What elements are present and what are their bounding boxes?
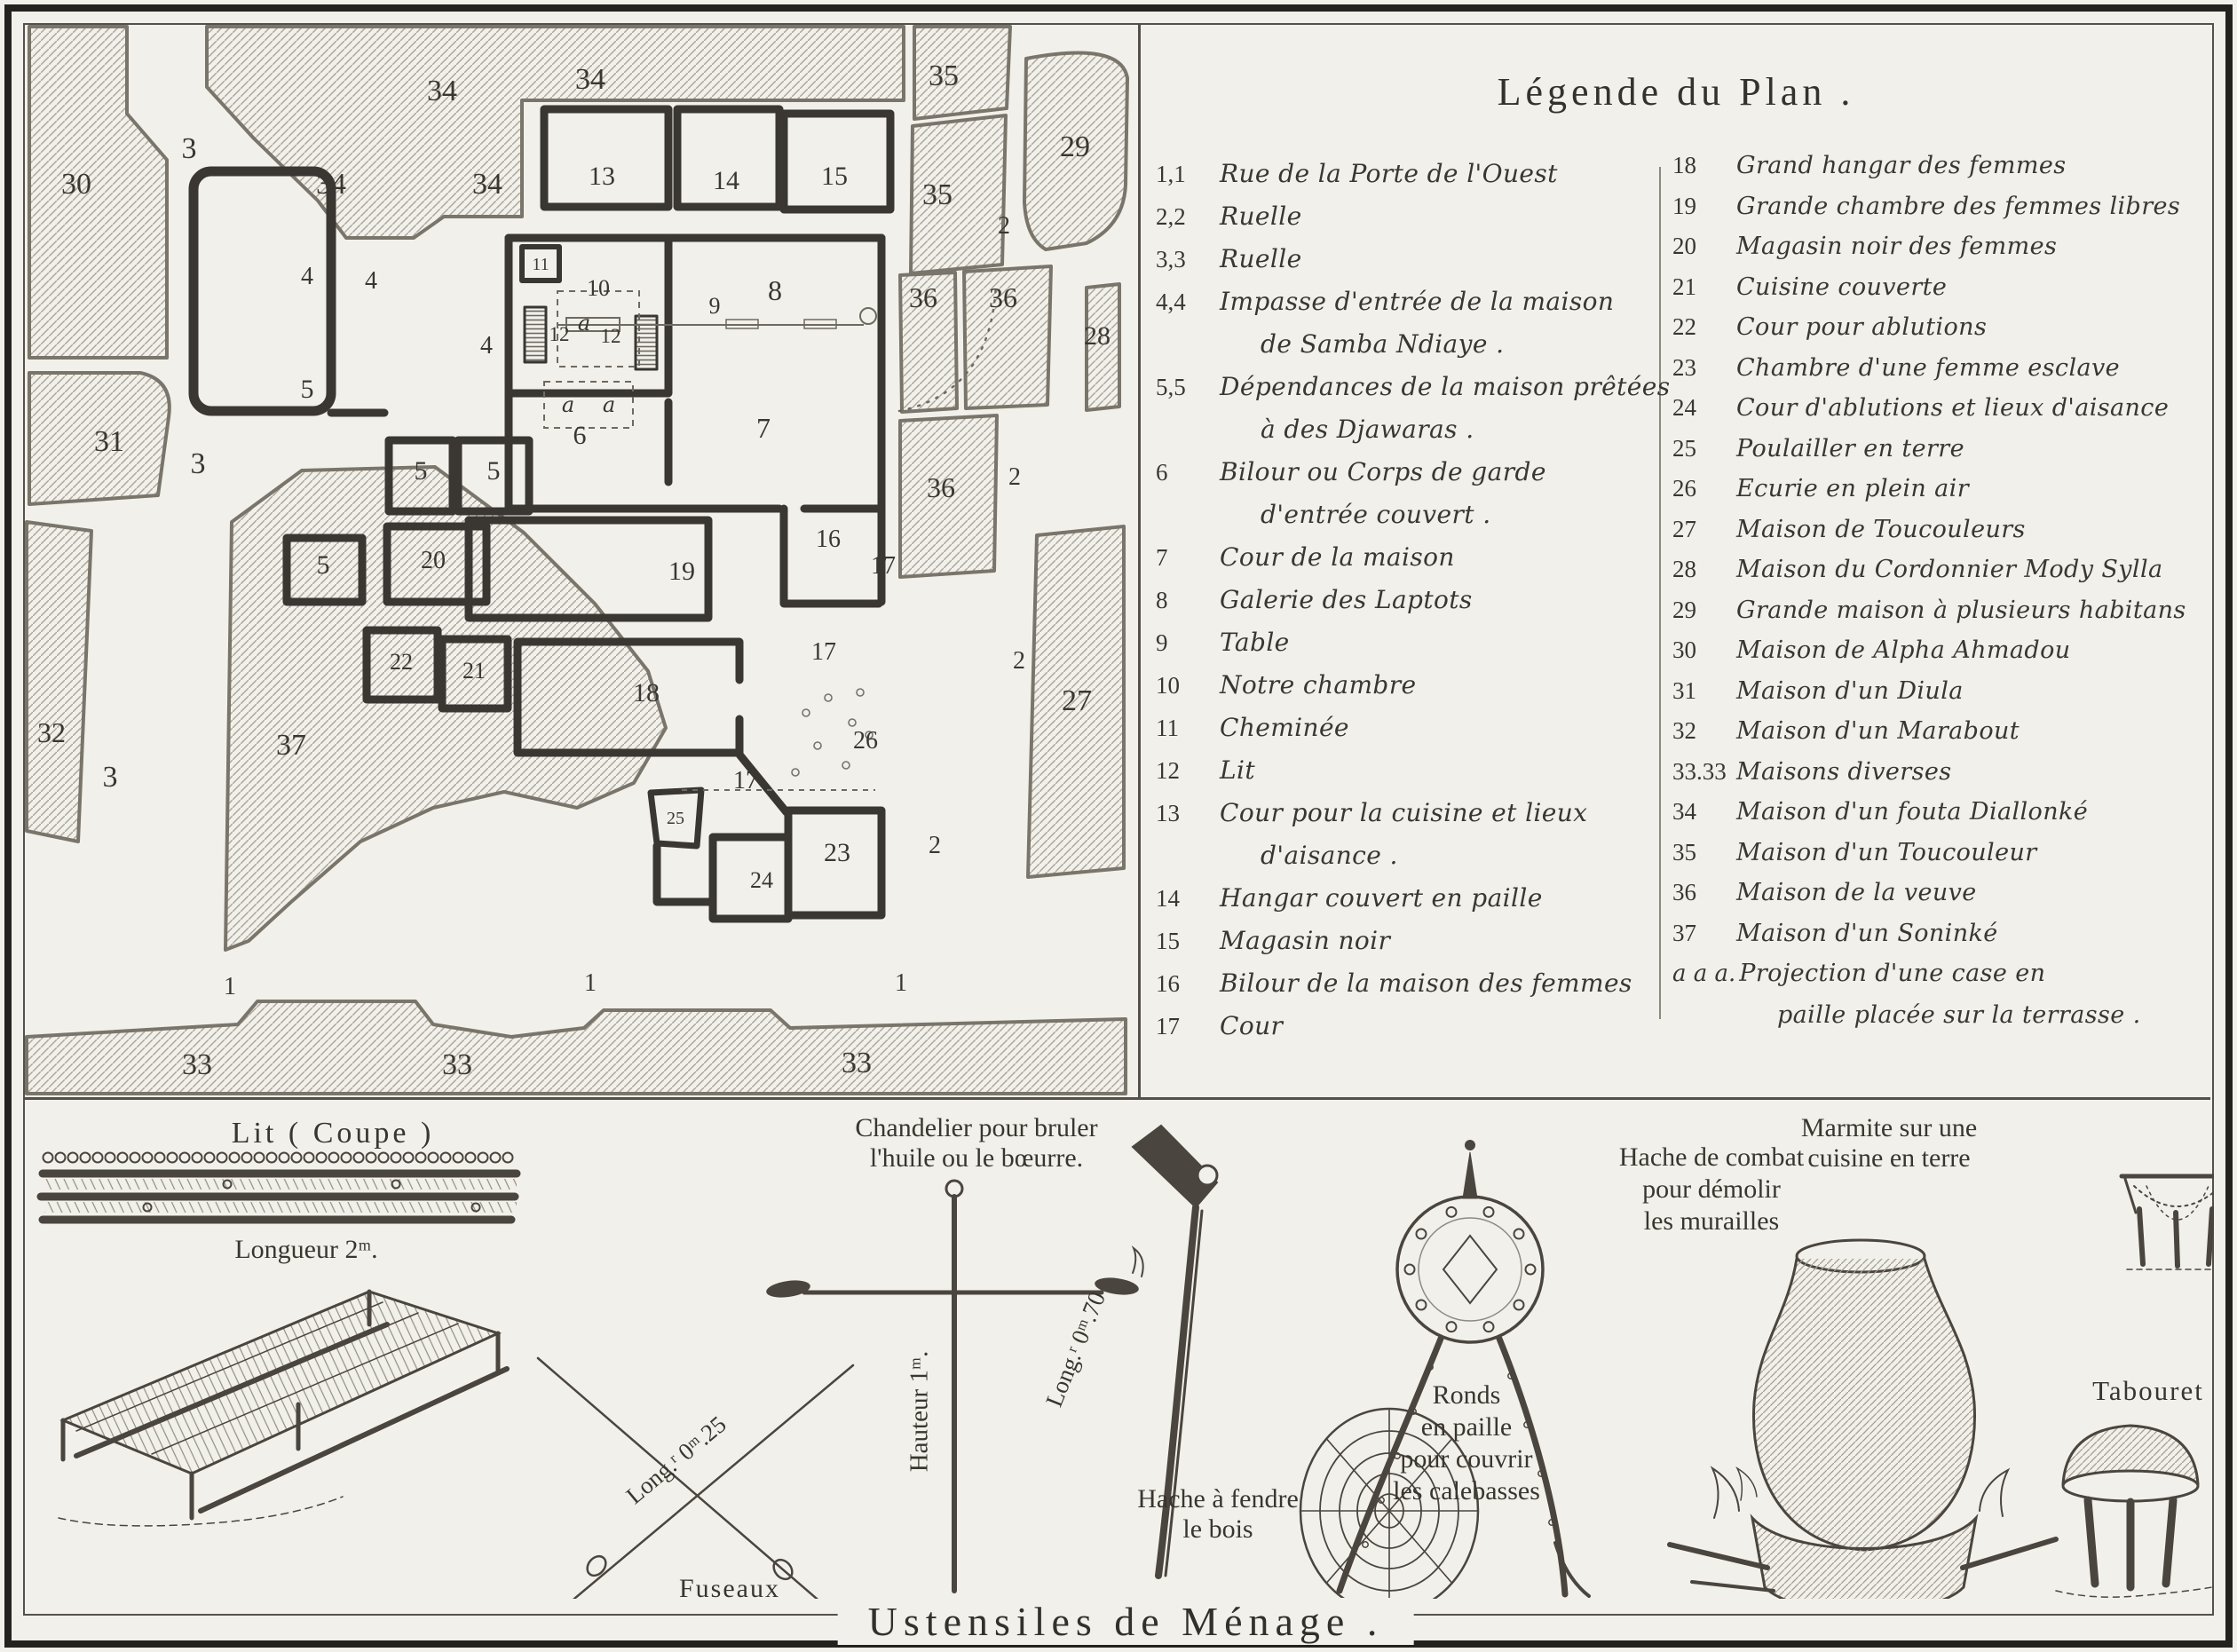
legend-entry-text: Maison d'un Diula bbox=[1736, 676, 1964, 705]
legend-entry bbox=[1156, 366, 1671, 408]
legend-entry-number: 36 bbox=[1672, 879, 1696, 905]
utensil-caption-marmite bbox=[1801, 1113, 1977, 1174]
plan-number: 17 bbox=[733, 767, 758, 794]
legend-entry bbox=[1672, 752, 2209, 793]
plan-number: 37 bbox=[276, 729, 306, 762]
legend-entry bbox=[1672, 873, 2209, 913]
plan-number: 17 bbox=[871, 552, 896, 580]
legend-entry bbox=[1672, 469, 2209, 510]
plan-number: 36 bbox=[927, 471, 955, 503]
legend-entry-number: 13 bbox=[1156, 800, 1180, 826]
legend-entry bbox=[1672, 833, 2209, 873]
plan-number: 28 bbox=[1084, 321, 1111, 351]
caption-line: pour démolir bbox=[1642, 1174, 1781, 1204]
legend-entry-number: 24 bbox=[1672, 394, 1696, 421]
legend-entry-text: Cuisine couverte bbox=[1736, 273, 1948, 301]
caption-line: Tabouret bbox=[2092, 1375, 2204, 1406]
legend-entry-number: 5,5 bbox=[1156, 374, 1186, 400]
legend-column-right bbox=[1672, 146, 2209, 1035]
plan-number: 2 bbox=[1008, 463, 1021, 491]
legend-entry-number: 31 bbox=[1672, 676, 1696, 704]
plan-number: a bbox=[561, 392, 575, 417]
legend-entry bbox=[1672, 953, 2209, 995]
legend-entry bbox=[1156, 877, 1658, 920]
legend-entry-text: Ecurie en plein air bbox=[1736, 475, 1970, 502]
legend-entry bbox=[1672, 510, 2209, 550]
legend-entry-number: 18 bbox=[1672, 152, 1696, 178]
legend-entry-text: Table bbox=[1220, 628, 1290, 657]
plan-number: 12 bbox=[549, 323, 570, 345]
legend-entry bbox=[1672, 307, 2209, 348]
legend-entry-text: Maison d'un Marabout bbox=[1736, 717, 2020, 745]
legend-entry-text: Notre chambre bbox=[1220, 670, 1417, 700]
legend-column-left bbox=[1156, 153, 1671, 1047]
utensil-caption-ronds bbox=[1393, 1379, 1540, 1507]
plan-number: 1 bbox=[224, 973, 236, 1000]
legend-entry-number: 34 bbox=[1672, 798, 1696, 825]
bed-perspective-sketch bbox=[59, 1292, 507, 1526]
legend-entry-text: Maison de Alpha Ahmadou bbox=[1736, 636, 2071, 664]
plan-number: 34 bbox=[575, 63, 605, 96]
plan-number: 35 bbox=[929, 59, 959, 92]
legend-entry-number: a a a. bbox=[1672, 960, 1736, 987]
caption-line: en paille bbox=[1420, 1412, 1513, 1442]
plan-number: 6 bbox=[573, 421, 587, 450]
legend-entry bbox=[1672, 388, 2209, 429]
legend-entry-text: Maison d'un Toucouleur bbox=[1736, 838, 2037, 866]
plan-number: 32 bbox=[37, 716, 66, 748]
plan-number: a bbox=[602, 392, 616, 417]
village-plan-drawing bbox=[25, 25, 1136, 1097]
caption-line: Lit ( Coupe ) bbox=[231, 1117, 435, 1150]
legend-entry-number: 33.33 bbox=[1672, 757, 1727, 785]
legend-entry bbox=[1156, 664, 1658, 707]
plan-number: 23 bbox=[824, 838, 850, 867]
legend-entry-number: 25 bbox=[1672, 434, 1696, 462]
caption-line: Ronds bbox=[1432, 1380, 1501, 1410]
legend-entry-number: 12 bbox=[1156, 757, 1180, 784]
legend-entry bbox=[1156, 792, 1658, 834]
plan-number: 2 bbox=[929, 832, 941, 859]
legend-entry-text: Cour de la maison bbox=[1220, 542, 1455, 572]
plan-number: 1 bbox=[584, 969, 597, 997]
legend-entry bbox=[1672, 590, 2209, 631]
plan-number: 5 bbox=[316, 550, 330, 580]
chandelier-sketch bbox=[765, 1181, 1143, 1591]
legend-entry bbox=[1672, 913, 2209, 954]
legend-entry-number: 26 bbox=[1672, 475, 1696, 502]
caption-line: Marmite sur une bbox=[1800, 1113, 1978, 1142]
legend-entry bbox=[1156, 1005, 1658, 1047]
legend-entry bbox=[1156, 153, 1658, 195]
legend-entry-continuation bbox=[1261, 323, 1658, 366]
plan-number: 24 bbox=[750, 867, 773, 893]
legend-entry-text: Maison de Toucouleurs bbox=[1736, 515, 2026, 543]
legend-entry-text: Dépendances de la maison prêtées bbox=[1220, 372, 1671, 401]
plan-number: 21 bbox=[462, 658, 486, 684]
plan-number: 8 bbox=[768, 274, 782, 306]
legend-entry bbox=[1156, 579, 1658, 621]
plan-number: 4 bbox=[301, 263, 313, 290]
plan-number: 29 bbox=[1060, 130, 1090, 163]
legend-entry-text: Magasin noir bbox=[1220, 926, 1391, 955]
legend-entry-text: Maison de la veuve bbox=[1736, 879, 1977, 906]
legend-entry-text: de Samba Ndiaye . bbox=[1261, 329, 1505, 359]
plan-number: 18 bbox=[633, 678, 660, 707]
utensil-caption-fuseaux bbox=[679, 1574, 780, 1604]
plate-title: Ustensiles de Ménage . bbox=[838, 1598, 1414, 1645]
legend-entry-text: Magasin noir des femmes bbox=[1736, 233, 2058, 260]
caption-line: Chandelier pour bruler bbox=[855, 1113, 1098, 1142]
legend-entry bbox=[1156, 238, 1658, 281]
legend-entry-number: 15 bbox=[1156, 928, 1180, 954]
combat-axe-sketch bbox=[1340, 1140, 1589, 1596]
legend-entry-number: 27 bbox=[1672, 515, 1696, 542]
plan-number: 14 bbox=[713, 166, 739, 195]
legend-entry-text: Hangar couvert en paille bbox=[1220, 883, 1543, 913]
legend-entry-text: Cour pour ablutions bbox=[1736, 313, 1988, 341]
legend-entry-number: 2,2 bbox=[1156, 203, 1186, 230]
legend-entry bbox=[1672, 226, 2209, 267]
plan-number: 33 bbox=[442, 1048, 472, 1081]
plan-number: 11 bbox=[532, 255, 549, 274]
utensil-caption-lit-title bbox=[232, 1117, 435, 1150]
stool-sketch bbox=[2056, 1426, 2212, 1597]
plan-number: 31 bbox=[94, 425, 124, 458]
legend-entry-text: Chambre d'une femme esclave bbox=[1736, 353, 2121, 382]
utensil-caption-hache-combat bbox=[1619, 1142, 1804, 1237]
legend-entry-text: Poulailler en terre bbox=[1736, 434, 1964, 462]
legend-entry bbox=[1672, 630, 2209, 671]
legend-entry-text: Maison d'un fouta Diallonké bbox=[1736, 798, 2089, 826]
plan-number: 1 bbox=[895, 969, 907, 997]
legend-entry-continuation bbox=[1261, 408, 1658, 451]
plan-number: 33 bbox=[182, 1048, 212, 1081]
plan-number: 36 bbox=[909, 281, 937, 313]
legend-entry-number: 23 bbox=[1672, 353, 1696, 381]
caption-line: les murailles bbox=[1643, 1206, 1780, 1236]
legend-entry-text: Grande chambre des femmes libres bbox=[1736, 192, 2181, 220]
legend-entry-number: 20 bbox=[1672, 233, 1696, 259]
legend-entry-number: 37 bbox=[1672, 919, 1696, 946]
legend-entry bbox=[1672, 711, 2209, 752]
legend-entry-number: 11 bbox=[1156, 715, 1179, 741]
legend-entry-number: 6 bbox=[1156, 459, 1168, 486]
caption-line: le bois bbox=[1182, 1514, 1253, 1544]
legend-entry-continuation bbox=[1261, 834, 1658, 877]
legend-entry bbox=[1156, 707, 1658, 749]
plan-number: 30 bbox=[61, 168, 91, 201]
legend-entry-text: d'aisance . bbox=[1261, 841, 1398, 870]
legend-entry-text: d'entrée couvert . bbox=[1261, 500, 1491, 529]
plan-number: 19 bbox=[668, 557, 695, 586]
legend-entry-number: 29 bbox=[1672, 596, 1696, 623]
legend-entry-text: Impasse d'entrée de la maison bbox=[1220, 287, 1615, 316]
utensil-caption-hache-fendre bbox=[1137, 1484, 1299, 1545]
legend-entry bbox=[1672, 146, 2209, 186]
caption-line: cuisine en terre bbox=[1807, 1143, 1971, 1173]
plan-number: 17 bbox=[811, 638, 836, 666]
legend-entry bbox=[1672, 549, 2209, 590]
legend-entry-text: Grande maison à plusieurs habitans bbox=[1736, 596, 2186, 624]
legend-title: Légende du Plan . bbox=[1497, 70, 1855, 114]
legend-entry bbox=[1156, 281, 1658, 323]
legend-entry bbox=[1672, 792, 2209, 833]
caption-line: les calebasses bbox=[1393, 1476, 1540, 1506]
legend-entry bbox=[1672, 186, 2209, 227]
plan-number: 36 bbox=[989, 281, 1017, 313]
plan-number: 26 bbox=[853, 727, 878, 755]
plan-number: 4 bbox=[365, 267, 377, 295]
legend-entry-number: 4,4 bbox=[1156, 289, 1186, 315]
pot-on-stove-sketch bbox=[1670, 1240, 2056, 1599]
legend-entry-text: Lit bbox=[1220, 755, 1256, 785]
legend-entry-text: Cour d'ablutions et lieux d'aisance bbox=[1736, 394, 2170, 422]
legend-entry-number: 16 bbox=[1156, 970, 1180, 997]
legend-entry-text: Bilour de la maison des femmes bbox=[1220, 968, 1632, 998]
utensil-caption-lit-length bbox=[234, 1235, 377, 1265]
legend-entry-text: paille placée sur la terrasse . bbox=[1777, 1000, 2141, 1029]
plan-number: 5 bbox=[414, 456, 428, 486]
legend-entry-text: Maison du Cordonnier Mody Sylla bbox=[1736, 556, 2163, 583]
legend-entry-text: Rue de la Porte de l'Ouest bbox=[1220, 159, 1558, 188]
plan-number: 27 bbox=[1062, 684, 1092, 717]
legend-entry bbox=[1672, 671, 2209, 712]
plan-number: 10 bbox=[587, 275, 610, 301]
plan-number: 2 bbox=[998, 212, 1010, 240]
legend-entry bbox=[1672, 429, 2209, 470]
plan-number: 12 bbox=[600, 325, 621, 347]
legend-entry-text: Cheminée bbox=[1220, 713, 1349, 742]
caption-line: l'huile ou le bœurre. bbox=[869, 1143, 1084, 1173]
utensil-caption-chandelier bbox=[855, 1113, 1097, 1174]
legend-entry bbox=[1672, 267, 2209, 308]
earthen-table-sketch bbox=[2122, 1176, 2214, 1269]
spindles-sketch bbox=[531, 1358, 853, 1599]
legend-entry bbox=[1672, 348, 2209, 389]
legend-entry-text: Galerie des Laptots bbox=[1220, 585, 1473, 614]
legend-entry-number: 14 bbox=[1156, 885, 1180, 912]
plan-legend-divider bbox=[1138, 25, 1141, 1099]
legend-entry-continuation bbox=[1777, 995, 2209, 1036]
caption-line: pour couvrir bbox=[1400, 1444, 1533, 1474]
legend-entry-text: Ruelle bbox=[1220, 244, 1302, 273]
plan-number: 3 bbox=[181, 132, 197, 165]
legend-entry-text: à des Djawaras . bbox=[1261, 415, 1474, 444]
plan-number: 2 bbox=[1013, 647, 1025, 675]
legend-entry-number: 3,3 bbox=[1156, 246, 1186, 273]
plan-number: 3 bbox=[190, 447, 206, 480]
legend-entry-number: 21 bbox=[1672, 273, 1696, 300]
utensils-drawing bbox=[23, 1101, 2214, 1599]
legend-entry-text: Bilour ou Corps de garde bbox=[1220, 457, 1546, 486]
legend-column-divider bbox=[1659, 167, 1661, 1019]
legend-entry-continuation bbox=[1261, 494, 1658, 536]
legend-entry-number: 28 bbox=[1672, 556, 1696, 582]
legend-entry bbox=[1156, 621, 1658, 664]
bed-section-sketch bbox=[41, 1153, 517, 1221]
legend-entry-text: Maisons diverses bbox=[1736, 757, 1952, 786]
legend-entry-number: 1,1 bbox=[1156, 161, 1186, 187]
caption-line: Fuseaux bbox=[679, 1574, 780, 1603]
legend-entry-number: 8 bbox=[1156, 587, 1168, 613]
plan-number: 33 bbox=[842, 1047, 872, 1079]
legend-entry bbox=[1156, 451, 1658, 494]
caption-line: Long.ʳ 0ᵐ.70 bbox=[1040, 1287, 1111, 1411]
caption-line: Hauteur 1ᵐ. bbox=[905, 1350, 934, 1473]
caption-line: Hache de combat bbox=[1618, 1142, 1805, 1172]
plan-number: 16 bbox=[816, 526, 841, 553]
plan-number: 4 bbox=[480, 332, 493, 360]
legend-entry-number: 17 bbox=[1156, 1013, 1180, 1039]
utensil-caption-tabouret bbox=[2092, 1375, 2204, 1407]
legend-entry-number: 30 bbox=[1672, 636, 1696, 663]
plan-number: 7 bbox=[756, 412, 771, 444]
legend-entry-text: Cour pour la cuisine et lieux bbox=[1220, 798, 1588, 827]
legend-entry-text: Projection d'une case en bbox=[1739, 960, 2046, 987]
legend-entry-number: 7 bbox=[1156, 544, 1168, 571]
plan-utensils-divider bbox=[23, 1097, 2210, 1100]
plan-number: 15 bbox=[821, 162, 848, 191]
plan-number: 5 bbox=[486, 456, 501, 486]
legend-entry-text: Maison d'un Soninké bbox=[1736, 919, 1998, 947]
legend-entry-number: 32 bbox=[1672, 717, 1696, 744]
plan-number: 9 bbox=[708, 293, 721, 319]
caption-line: Longueur 2ᵐ. bbox=[234, 1235, 378, 1264]
legend-entry bbox=[1156, 749, 1658, 792]
plan-number: a bbox=[577, 311, 591, 336]
plan-number: 34 bbox=[316, 168, 346, 201]
legend-entry-text: Grand hangar des femmes bbox=[1736, 152, 2067, 179]
plan-number: 35 bbox=[922, 178, 953, 211]
legend-entry bbox=[1156, 195, 1658, 238]
legend-entry bbox=[1156, 962, 1658, 1005]
legend-entry-text: Cour bbox=[1220, 1011, 1284, 1040]
plan-number: 5 bbox=[300, 375, 314, 404]
caption-line: Hache à fendre bbox=[1137, 1484, 1299, 1514]
legend-entry bbox=[1156, 920, 1658, 962]
legend-entry-number: 10 bbox=[1156, 672, 1180, 699]
plan-number: 3 bbox=[102, 761, 118, 794]
legend-entry-text: Ruelle bbox=[1220, 202, 1302, 231]
plan-number: 20 bbox=[421, 547, 446, 574]
legend-entry-number: 22 bbox=[1672, 313, 1696, 340]
legend-entry-number: 35 bbox=[1672, 838, 1696, 866]
plan-number: 34 bbox=[472, 168, 502, 201]
plan-number: 34 bbox=[427, 75, 457, 107]
plan-number: 25 bbox=[667, 809, 684, 828]
legend-entry-number: 9 bbox=[1156, 629, 1168, 656]
plan-number: 13 bbox=[589, 162, 615, 191]
utensil-caption-hauteur bbox=[905, 1351, 935, 1473]
plan-number: 22 bbox=[390, 649, 413, 675]
legend-entry bbox=[1156, 536, 1658, 579]
caption-line: Long.ʳ 0ᵐ.25 bbox=[621, 1411, 731, 1510]
legend-entry-number: 19 bbox=[1672, 192, 1696, 219]
